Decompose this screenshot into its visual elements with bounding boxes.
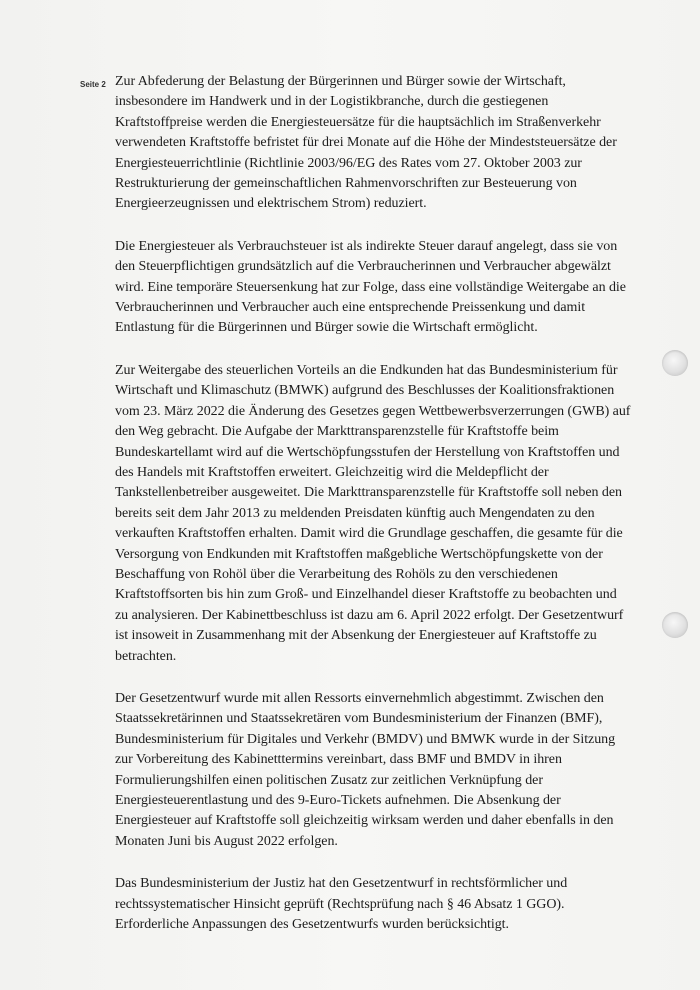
paragraph-coordination: Der Gesetzentwurf wurde mit allen Ressorts einvernehmlich abgestimmt. Zwischen den Staatssekretärinnen und Staatssekretären vom Bundesministerium der Finanzen (BMF), Bundesministerium für Digitales und Verkehr (BMDV) und BMWK wurde in der Sitzung zur Vorbereitung des Kabinetttermins vereinbart, dass BMF und BMDV in ihren Formulierungshilfen einen politischen Zusatz zur zeitlichen Verknüpfung der Energiesteuerentlastung und des 9-Euro-Tickets aufnehmen. Die Absenkung der Energiesteuer auf Kraftstoffe soll gleichzeitig wirksam werden und daher ebenfalls in den Monaten Juni bis August 2022 erfolgen. <box>115 690 616 849</box>
paragraph-energy-tax-reduction: Zur Abfederung der Belastung der Bürgerinnen und Bürger sowie der Wirtschaft, insbesondere im Handwerk und in der Logistikbranche, durch die gestiegenen Kraftstoffpreise werden die Energiesteuersätze für die hauptsächlich im Straßenverkehr verwendeten Kraftstoffe befristet für drei Monate auf die Höhe der Mindeststeuersätze der Energiesteuerrichtlinie (Richtlinie 2003/96/EG des Rates vom 27. Oktober 2003 zur Restrukturierung der gemeinschaftlichen Rahmenvorschriften zur Besteuerung von Energieerzeugnissen und elektrischem Strom) reduziert. <box>115 74 617 212</box>
paragraph-legal-review: Das Bundesministerium der Justiz hat den Gesetzentwurf in rechtsförmlicher und rechtssystematischer Hinsicht geprüft (Rechtsprüfung nach § 46 Absatz 1 GGO). Erforderliche Anpassungen des Gesetzentwurfs wurden berücksichtigt. <box>115 876 568 933</box>
paragraph-market-transparency: Zur Weitergabe des steuerlichen Vorteils an die Endkunden hat das Bundesministerium für Wirtschaft und Klimaschutz (BMWK) aufgrund des Beschlusses der Koalitionsfraktionen vom 23. März 2022 die Änderung des Gesetzes gegen Wettbewerbsverzerrungen (GWB) auf den Weg gebracht. Die Aufgabe der Markttransparenzstelle für Kraftstoffe beim Bundeskartellamt wird auf die Wertschöpfungsstufen der Herstellung von Kraftstoffen und des Handels mit Kraftstoffen erweitert. Gleichzeitig wird die Meldepflicht der Tankstellenbetreiber ausgeweitet. Die Markttransparenzstelle für Kraftstoffe soll neben den bereits seit dem Jahr 2013 zu meldenden Preisdaten künftig auch Mengendaten zu den verkauften Kraftstoffen erhalten. Damit wird die Grundlage geschaffen, die gesamte für die Versorgung von Endkunden mit Kraftstoffen maßgebliche Wertschöpfungskette von der Beschaffung von Rohöl über die Verarbeitung des Rohöls zu den verschiedenen Kraftstoffsorten bis hin zum Groß- und Einzelhandel dieser Kraftstoffe zu beobachten und zu analysieren. Der Kabinettbeschluss ist dazu am 6. April 2022 erfolgt. Der Gesetzentwurf ist insoweit in Zusammenhang mit der Absenkung der Energiesteuer auf Kraftstoffe zu betrachten. <box>115 362 631 664</box>
body-text <box>115 72 633 957</box>
punch-hole-icon <box>662 612 688 638</box>
page-number-label: Seite 2 <box>80 80 106 89</box>
punch-hole-icon <box>662 350 688 376</box>
paragraph-consumption-tax: Die Energiesteuer als Verbrauchsteuer ist als indirekte Steuer darauf angelegt, dass sie von den Steuerpflichtigen grundsätzlich auf die Verbraucherinnen und Verbraucher abgewälzt wird. Eine temporäre Steuersenkung hat zur Folge, dass eine vollständige Weitergabe an die Verbraucherinnen und Verbraucher auch eine entsprechende Preissenkung und damit Entlastung für die Bürgerinnen und Bürger sowie die Wirtschaft ermöglicht. <box>115 238 626 336</box>
